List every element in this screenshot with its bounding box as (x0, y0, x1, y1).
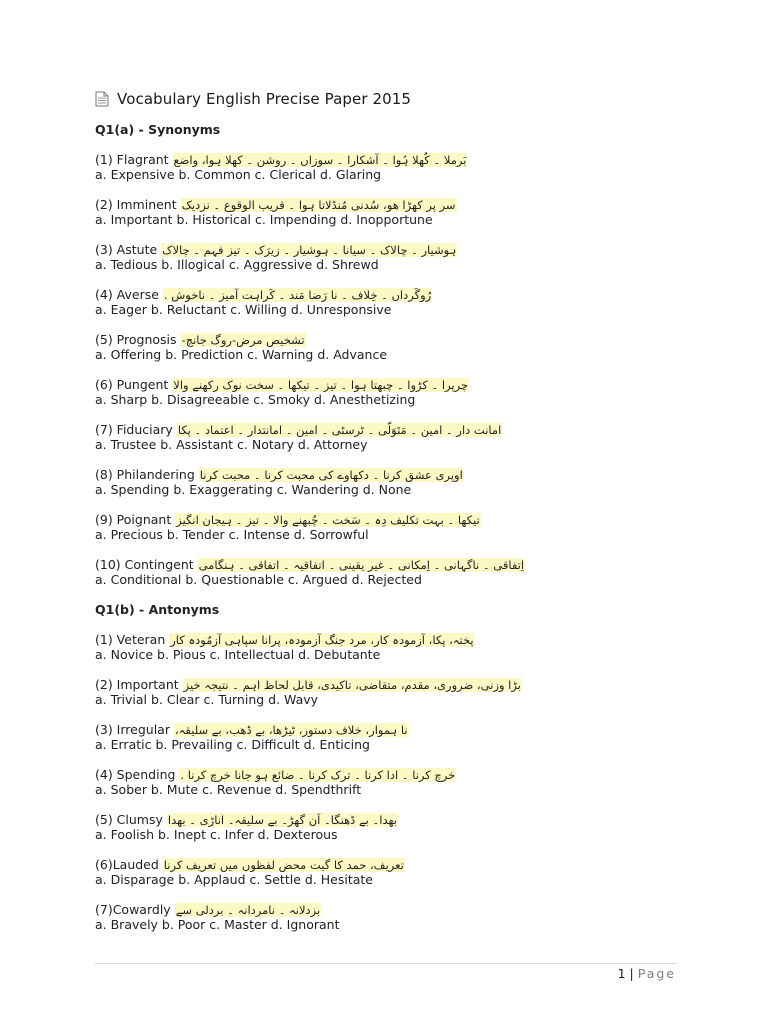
question-word: (3) Irregular (95, 722, 170, 737)
question-word: (5) Clumsy (95, 812, 163, 827)
question-line (95, 722, 695, 737)
question-line (95, 512, 695, 527)
question-word: (10) Contingent (95, 557, 194, 572)
question-item (95, 332, 695, 362)
question-line (95, 332, 695, 347)
question-line (95, 812, 695, 827)
answer-options: a. Tedious b. Illogical c. Aggressive d. Shrewd (95, 257, 379, 272)
page-number: 1 (617, 966, 626, 981)
section-heading: Q1(a) - Synonyms (95, 122, 221, 137)
question-line (95, 467, 695, 482)
question-word: (4) Averse (95, 287, 159, 302)
page-footer (618, 966, 676, 981)
question-word: (9) Poignant (95, 512, 172, 527)
question-item (95, 287, 695, 317)
question-word: (5) Prognosis (95, 332, 177, 347)
question-item (95, 467, 695, 497)
urdu-meaning: امانت دار ۔ امین ۔ مَتَوَلّی ۔ ٹرسٹی ۔ امین ۔ امانتدار ۔ اعتماد ۔ پکا (177, 423, 502, 437)
sections-container (95, 122, 695, 932)
page-label: Page (637, 966, 676, 981)
answer-options: a. Conditional b. Questionable c. Argued d. Rejected (95, 572, 422, 587)
document-page (95, 86, 695, 947)
answer-options: a. Disparage b. Applaud c. Settle d. Hesitate (95, 872, 373, 887)
question-item (95, 857, 695, 887)
answer-options: a. Precious b. Tender c. Intense d. Sorrowful (95, 527, 369, 542)
urdu-meaning: پختہ، پکا، آزمودہ کار، مرد جنگ آزمودہ، پرانا سپاہی آزمُودہ کار (170, 633, 474, 647)
question-word: (6) Pungent (95, 377, 169, 392)
question-item (95, 152, 695, 182)
answer-options: a. Offering b. Prediction c. Warning d. Advance (95, 347, 388, 362)
question-line (95, 242, 695, 257)
answer-options: a. Sharp b. Disagreeable c. Smoky d. Anesthetizing (95, 392, 416, 407)
question-word: (3) Astute (95, 242, 158, 257)
question-line (95, 152, 695, 167)
question-word: (2) Important (95, 677, 179, 692)
section-heading: Q1(b) - Antonyms (95, 602, 220, 617)
question-item (95, 377, 695, 407)
question-line (95, 557, 695, 572)
answer-options: a. Trivial b. Clear c. Turning d. Wavy (95, 692, 319, 707)
question-word: (7)Cowardly (95, 902, 171, 917)
question-word: (7) Fiduciary (95, 422, 173, 437)
urdu-meaning: بھدا۔ بے ڈھنگا۔ اَن گھڑ۔ بے سلیقہ۔ اناڑی ۔ بھدا (167, 813, 398, 827)
answer-options: a. Novice b. Pious c. Intellectual d. Debutante (95, 647, 381, 662)
urdu-meaning: اوپری عشق کرنا ۔ دکھاوے کی محبت کرنا ۔ محبت کرنا (199, 468, 463, 482)
footer-divider (95, 963, 677, 964)
urdu-meaning: چرپرا ۔ کڑوا ۔ چبھتا ہوا ۔ تیز ۔ تیکھا ۔ سخت نوک رکھنے والا (173, 378, 469, 392)
question-word: (2) Imminent (95, 197, 177, 212)
urdu-meaning: ہوشیار ۔ چالاک ۔ سیانا ۔ ہوشیار ۔ زیرَک ۔ تیز فہم ۔ چالاک (162, 243, 457, 257)
question-item (95, 557, 695, 587)
question-line (95, 677, 695, 692)
urdu-meaning: خرچ کرنا ۔ ادا کرنا ۔ ترک کرنا ۔ ضائع ہو جانا خرچ کرنا . (180, 768, 456, 782)
question-line (95, 767, 695, 782)
question-item (95, 812, 695, 842)
answer-options: a. Spending b. Exaggerating c. Wandering d. None (95, 482, 412, 497)
answer-options: a. Sober b. Mute c. Revenue d. Spendthrift (95, 782, 362, 797)
question-line (95, 377, 695, 392)
answer-options: a. Expensive b. Common c. Clerical d. Glaring (95, 167, 382, 182)
document-title: Vocabulary English Precise Paper 2015 (117, 90, 412, 108)
question-item (95, 677, 695, 707)
document-icon (95, 91, 109, 107)
footer-separator: | (629, 966, 634, 981)
question-word: (1) Flagrant (95, 152, 169, 167)
question-item (95, 902, 695, 932)
urdu-meaning: نا ہموار، خلاف دستور، ٹیڑھا، بے ڈھب، بے سلیقہ، (174, 723, 408, 737)
question-line (95, 422, 695, 437)
urdu-meaning: تعریف، حمد کا گیت محض لفظوں میں تعریف کرنا (163, 858, 404, 872)
urdu-meaning: تشخیص مرض-روگ جانچ- (181, 333, 305, 347)
question-item (95, 512, 695, 542)
question-item (95, 632, 695, 662)
title-row (95, 86, 695, 112)
answer-options: a. Foolish b. Inept c. Infer d. Dexterous (95, 827, 338, 842)
urdu-meaning: بَرملا ۔ کُھلا ہُوا ۔ آشکارا ۔ سوزاں ۔ روشن ۔ کھلا ہوا، واضع (173, 153, 467, 167)
urdu-meaning: رُوگَرداں ۔ خِلاف ۔ نا رَضا مَند ۔ کَراہت آمیز ۔ ناخوش . (163, 288, 432, 302)
question-word: (4) Spending (95, 767, 176, 782)
question-line (95, 857, 695, 872)
urdu-meaning: اِتفاقی ۔ ناگہانی ۔ اِمکانی ۔ غیر یقینی ۔ اتفاقیہ ۔ اتفاقی ۔ ہنگامی (198, 558, 525, 572)
question-line (95, 632, 695, 647)
urdu-meaning: بڑا وزنی، ضروری، مقدم، متقاضی، تاکیدی، قابل لحاظ اہم ۔ نتیجہ خیز (183, 678, 521, 692)
answer-options: a. Trustee b. Assistant c. Notary d. Attorney (95, 437, 368, 452)
urdu-meaning: تیکھا ۔ بہت تکلیف دِہ ۔ سَخت ۔ چُبھنے والا ۔ تیز ۔ ہیجان انگیز (176, 513, 480, 527)
question-item (95, 242, 695, 272)
question-item (95, 422, 695, 452)
answer-options: a. Bravely b. Poor c. Master d. Ignorant (95, 917, 340, 932)
answer-options: a. Erratic b. Prevailing c. Difficult d. Enticing (95, 737, 370, 752)
question-word: (1) Veteran (95, 632, 166, 647)
urdu-meaning: سر پر کھڑا ھو، سُدنی مُنڈلاتا ہوا ۔ قریب الوقوع ۔ نزدیک (181, 198, 456, 212)
question-word: (8) Philandering (95, 467, 195, 482)
question-line (95, 287, 695, 302)
question-line (95, 197, 695, 212)
question-word: (6)Lauded (95, 857, 159, 872)
answer-options: a. Eager b. Reluctant c. Willing d. Unresponsive (95, 302, 392, 317)
answer-options: a. Important b. Historical c. Impending d. Inopportune (95, 212, 433, 227)
urdu-meaning: بزدلانہ ۔ نامردانہ ۔ بردلی سے (175, 903, 321, 917)
question-line (95, 902, 695, 917)
question-item (95, 722, 695, 752)
question-item (95, 197, 695, 227)
question-item (95, 767, 695, 797)
